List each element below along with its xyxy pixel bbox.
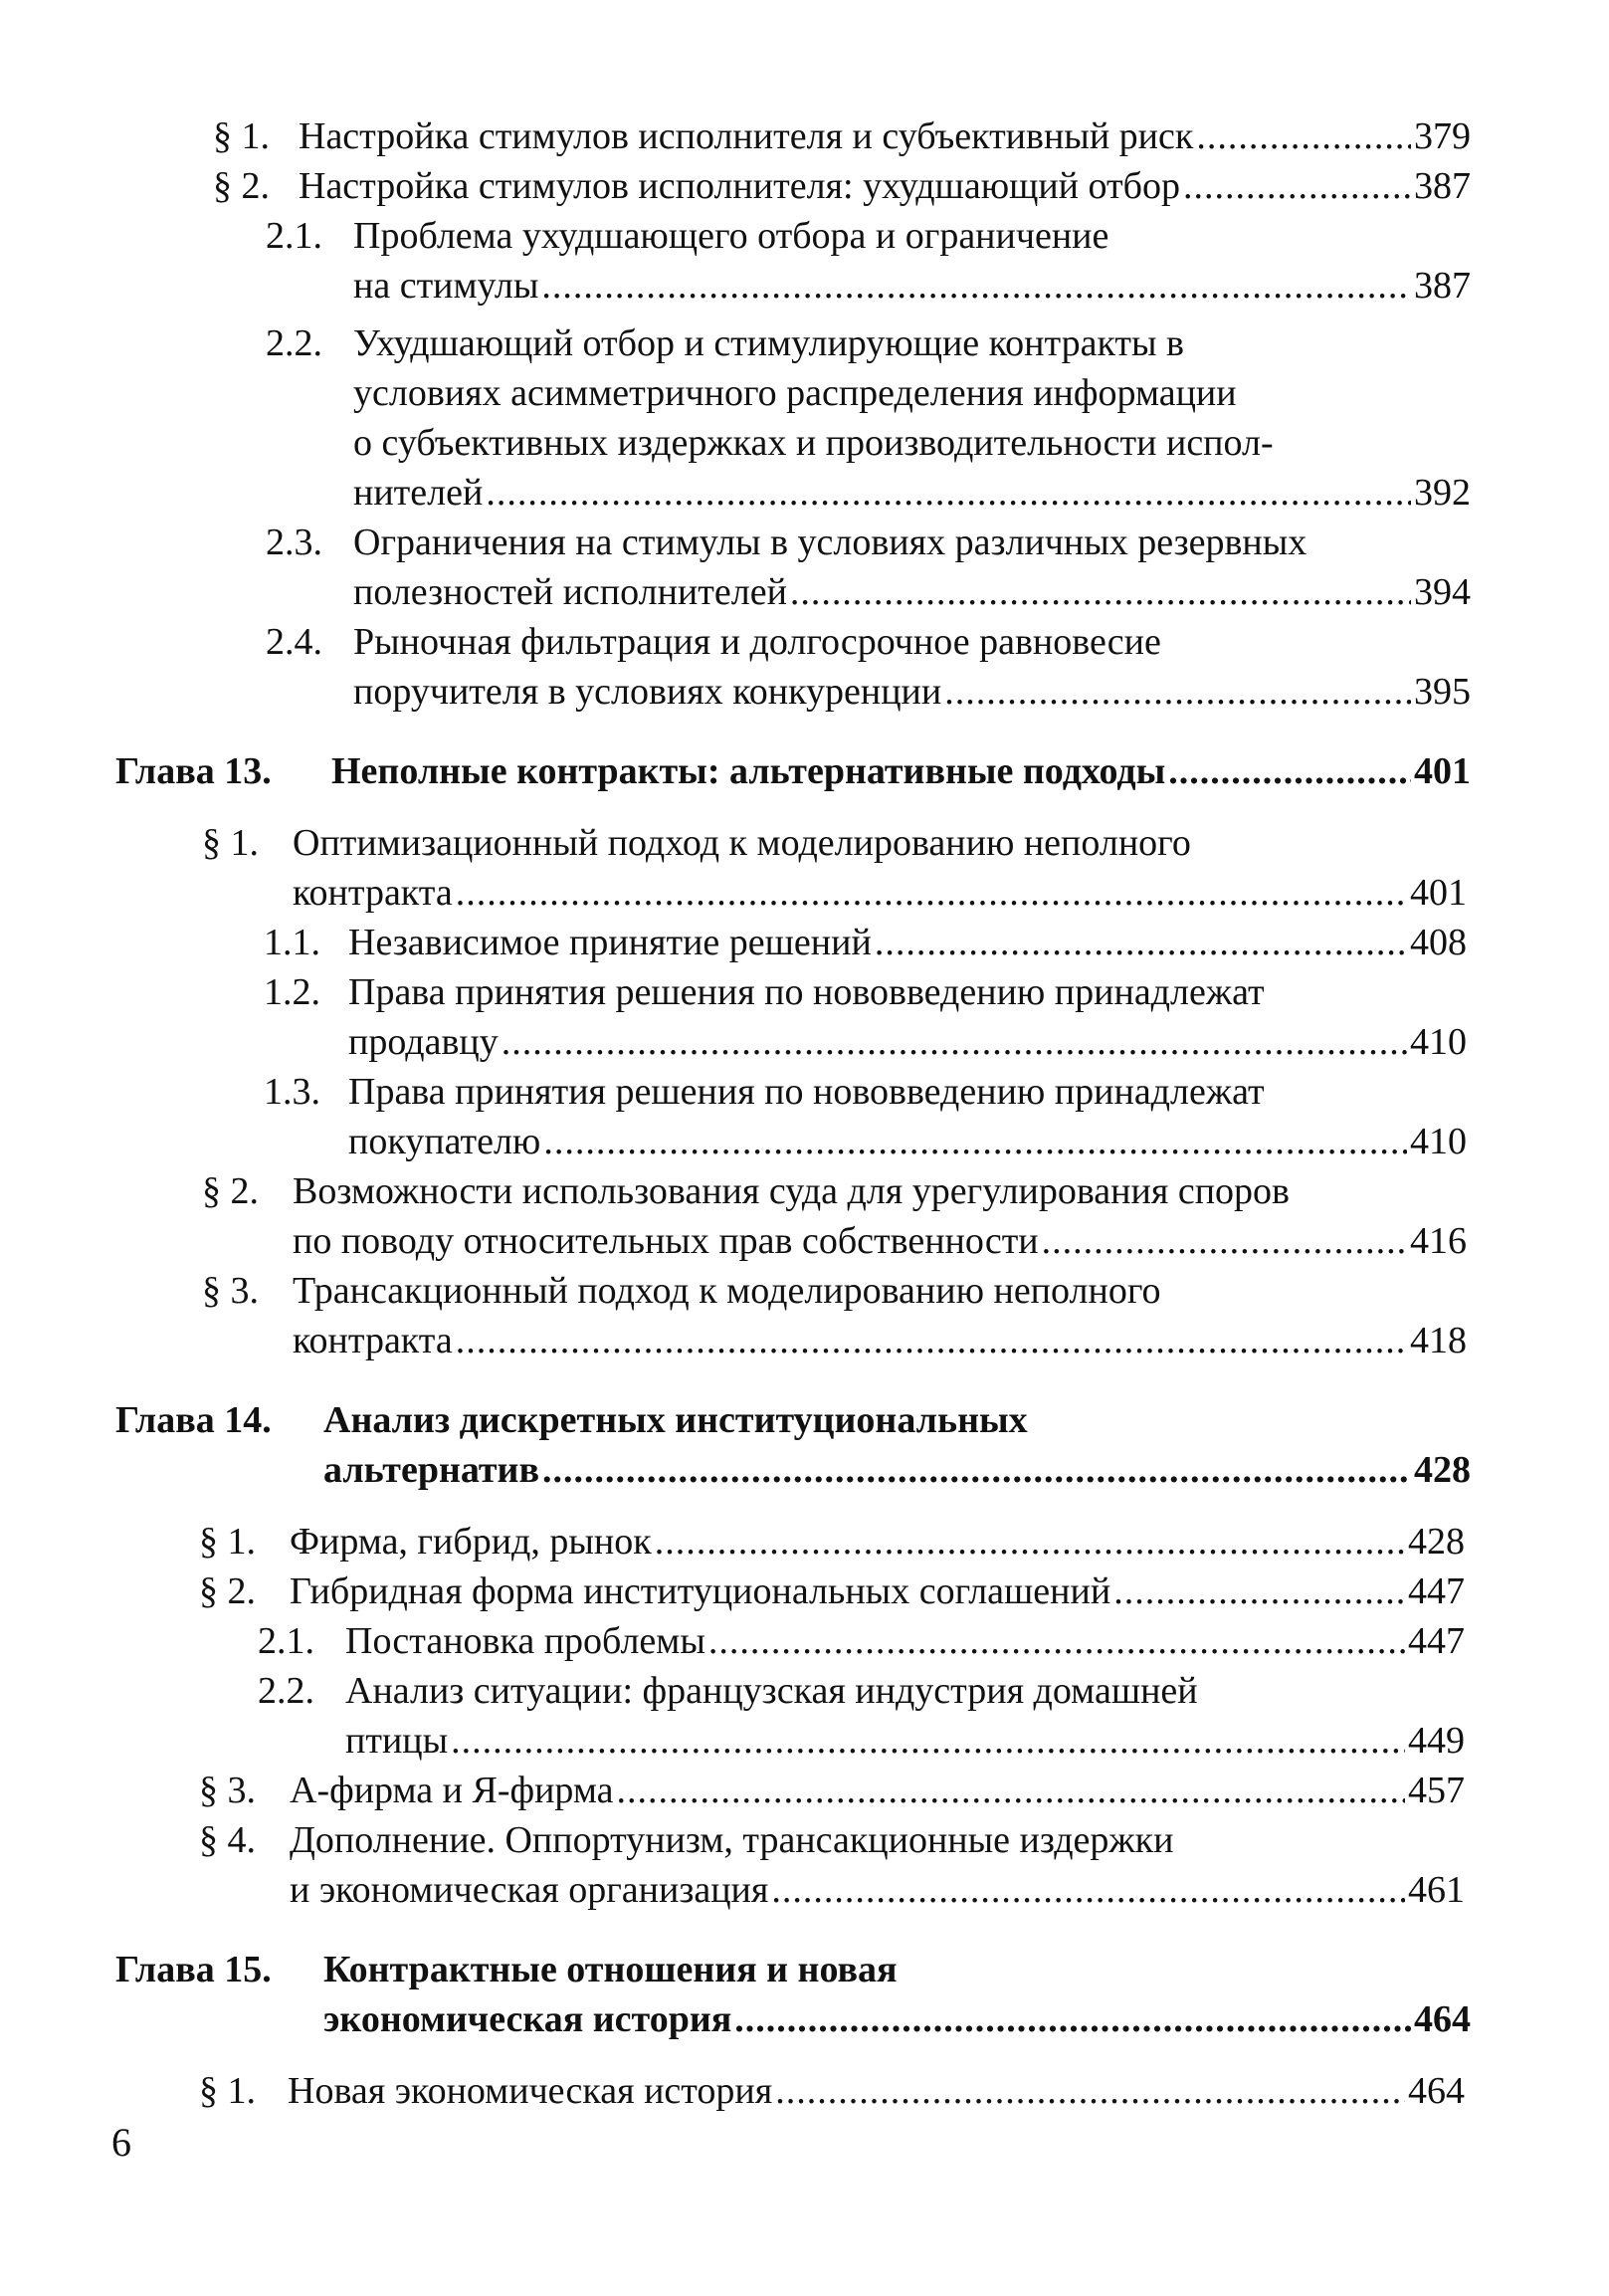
toc-entry-title: Ухудшающий отбор и стимулирующие контракты в bbox=[353, 322, 1184, 364]
toc-entry-number: § 1. bbox=[213, 115, 270, 157]
toc-entry bbox=[0, 1517, 1609, 1566]
toc-entry-page: 387 bbox=[1414, 165, 1471, 207]
toc-chapter-title: Контрактные отношения и новая bbox=[323, 1949, 898, 1990]
toc-entry-number: § 2. bbox=[199, 1570, 256, 1612]
toc-chapter bbox=[0, 1395, 1609, 1495]
toc-entry-page: 408 bbox=[1410, 922, 1467, 963]
toc-entry bbox=[0, 1815, 1609, 1915]
toc-entry-page: 457 bbox=[1408, 1770, 1465, 1811]
toc-entry bbox=[0, 211, 1609, 311]
toc-entry-title: Гибридная форма институциональных соглашений bbox=[290, 1570, 1111, 1612]
toc-entry-number: 2.2. bbox=[266, 322, 322, 364]
toc-entry-title: контракта bbox=[293, 872, 453, 914]
toc-entry-title: Новая экономическая история bbox=[288, 2070, 773, 2112]
toc-entry-page: 428 bbox=[1408, 1521, 1465, 1563]
toc-chapter bbox=[0, 1945, 1609, 2044]
toc-entry bbox=[0, 617, 1609, 717]
toc-entry-page: 416 bbox=[1410, 1220, 1467, 1262]
toc-chapter bbox=[0, 746, 1609, 796]
toc-chapter-page: 428 bbox=[1414, 1449, 1471, 1491]
toc-entry bbox=[0, 1766, 1609, 1815]
toc-entry-page: 461 bbox=[1408, 1869, 1465, 1911]
toc-entry bbox=[0, 818, 1609, 918]
toc-entry-page: 449 bbox=[1408, 1720, 1465, 1762]
toc-entry-title: Настройка стимулов исполнителя: ухудшающий отбор bbox=[299, 165, 1180, 207]
toc-entry-number: § 3. bbox=[199, 1770, 256, 1811]
toc-entry-title: продавцу bbox=[348, 1021, 499, 1063]
toc-entry-title: поручителя в условиях конкуренции bbox=[353, 671, 942, 713]
toc-chapter-title: Неполные контракты: альтернативные подходы bbox=[331, 750, 1166, 792]
toc-entry-number: 2.3. bbox=[266, 522, 322, 563]
toc-chapter-page: 464 bbox=[1414, 1998, 1471, 2040]
toc-entry-number: 2.4. bbox=[266, 621, 322, 663]
toc-entry-page: 387 bbox=[1414, 265, 1471, 307]
toc-chapter-title: экономическая история bbox=[323, 1998, 732, 2040]
toc-entry-title: Независимое принятие решений bbox=[348, 922, 872, 963]
toc-entry bbox=[0, 518, 1609, 617]
toc-entry-title: Рыночная фильтрация и долгосрочное равновесие bbox=[353, 621, 1161, 663]
toc-entry-title: А-фирма и Я-фирма bbox=[290, 1770, 614, 1811]
toc-entry bbox=[0, 2066, 1609, 2116]
toc-entry-title: Возможности использования суда для урегулирования споров bbox=[293, 1170, 1290, 1212]
toc-entry-number: § 2. bbox=[202, 1170, 259, 1212]
toc-entry-page: 394 bbox=[1414, 571, 1471, 613]
toc-entry-page: 418 bbox=[1410, 1320, 1467, 1361]
toc-entry-number: 2.1. bbox=[266, 215, 322, 257]
toc-entry bbox=[0, 967, 1609, 1067]
toc-entry-title: нителей bbox=[353, 472, 484, 514]
toc-entry-title: контракта bbox=[293, 1320, 453, 1361]
toc-entry bbox=[0, 1166, 1609, 1266]
toc-entry-page: 401 bbox=[1410, 872, 1467, 914]
toc-chapter-number: Глава 13. bbox=[115, 750, 272, 792]
toc-entry-number: 1.3. bbox=[264, 1071, 320, 1113]
toc-entry bbox=[0, 1067, 1609, 1166]
toc-entry bbox=[0, 161, 1609, 211]
toc-chapter-title: альтернатив bbox=[323, 1449, 539, 1491]
toc-entry bbox=[0, 318, 1609, 518]
toc-entry-number: § 3. bbox=[202, 1270, 259, 1312]
toc-entry-number: 2.2. bbox=[258, 1670, 314, 1712]
toc-entry-title: по поводу относительных прав собственности bbox=[293, 1220, 1039, 1262]
toc-entry-number: § 4. bbox=[199, 1819, 256, 1861]
toc-entry-title: о субъективных издержках и производительности испол- bbox=[353, 422, 1274, 464]
toc-entry bbox=[0, 1266, 1609, 1365]
toc-entry-number: § 1. bbox=[202, 822, 259, 864]
toc-entry-page: 392 bbox=[1414, 472, 1471, 514]
toc-entry-number: 1.1. bbox=[264, 922, 320, 963]
toc-entry-page: 447 bbox=[1408, 1620, 1465, 1662]
toc-entry-page: 464 bbox=[1408, 2070, 1465, 2112]
toc-entry-number: 2.1. bbox=[258, 1620, 314, 1662]
toc-entry-title: полезностей исполнителей bbox=[353, 571, 787, 613]
toc-entry-number: 1.2. bbox=[264, 971, 320, 1013]
toc-entry-title: покупателю bbox=[348, 1121, 541, 1162]
toc-entry-page: 379 bbox=[1414, 115, 1471, 157]
toc-entry-title: Ограничения на стимулы в условиях различных резервных bbox=[353, 522, 1307, 563]
toc-entry-title: птицы bbox=[345, 1720, 449, 1762]
toc-entry-title: Права принятия решения по нововведению принадлежат bbox=[348, 971, 1265, 1013]
toc-entry-page: 410 bbox=[1410, 1021, 1467, 1063]
page-number: 6 bbox=[111, 2120, 131, 2165]
toc-entry-title: Настройка стимулов исполнителя и субъективный риск bbox=[299, 115, 1194, 157]
toc-entry-page: 410 bbox=[1410, 1121, 1467, 1162]
table-of-contents bbox=[0, 111, 1609, 2116]
toc-entry bbox=[0, 1616, 1609, 1666]
toc-chapter-number: Глава 14. bbox=[115, 1399, 272, 1441]
toc-entry-number: § 2. bbox=[213, 165, 270, 207]
toc-entry bbox=[0, 1666, 1609, 1766]
toc-entry-title: Оптимизационный подход к моделированию неполного bbox=[293, 822, 1191, 864]
toc-entry-title: Проблема ухудшающего отбора и ограничение bbox=[353, 215, 1109, 257]
toc-chapter-page: 401 bbox=[1414, 750, 1471, 792]
toc-entry-title: Права принятия решения по нововведению принадлежат bbox=[348, 1071, 1265, 1113]
toc-entry-page: 447 bbox=[1408, 1570, 1465, 1612]
toc-entry-title: и экономическая организация bbox=[290, 1869, 769, 1911]
toc-entry bbox=[0, 918, 1609, 967]
toc-entry-title: Постановка проблемы bbox=[345, 1620, 705, 1662]
toc-entry-title: на стимулы bbox=[353, 265, 539, 307]
toc-entry-number: § 1. bbox=[199, 1521, 256, 1563]
toc-chapter-title: Анализ дискретных институциональных bbox=[323, 1399, 1028, 1441]
toc-entry-title: Трансакционный подход к моделированию неполного bbox=[293, 1270, 1161, 1312]
toc-entry bbox=[0, 1566, 1609, 1616]
toc-entry-page: 395 bbox=[1414, 671, 1471, 713]
toc-entry-title: Фирма, гибрид, рынок bbox=[290, 1521, 652, 1563]
toc-entry-title: Анализ ситуации: французская индустрия домашней bbox=[345, 1670, 1198, 1712]
toc-entry-title: Дополнение. Оппортунизм, трансакционные издержки bbox=[290, 1819, 1174, 1861]
toc-entry-number: § 1. bbox=[199, 2070, 256, 2112]
toc-chapter-number: Глава 15. bbox=[115, 1949, 272, 1990]
toc-entry-title: условиях асимметричного распределения информации bbox=[353, 372, 1237, 414]
toc-entry bbox=[0, 111, 1609, 161]
